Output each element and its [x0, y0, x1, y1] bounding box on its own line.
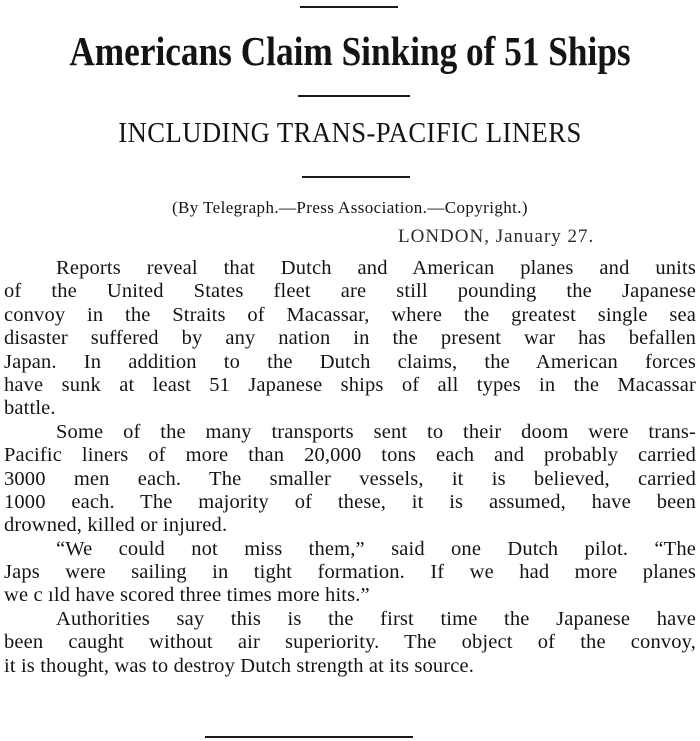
text-line: Authorities say this is the first time the Japanese have — [56, 607, 696, 630]
text-line: convoy in the Straits of Macassar, where the greatest single sea — [4, 303, 696, 326]
text-line: of the United States fleet are still pounding the Japanese — [4, 280, 696, 303]
text-line: Pacific liners of more than 20,000 tons each and probably carried — [4, 444, 696, 467]
text-line: disaster suffered by any nation in the present war has befallen — [4, 327, 696, 350]
paragraph-1 — [4, 257, 696, 421]
text-line: drowned, killed or injured. — [4, 514, 228, 537]
headline-rule — [298, 95, 410, 97]
text-line: have sunk at least 51 Japanese ships of all types in the Macassar — [4, 373, 696, 396]
top-rule — [300, 6, 398, 8]
press-credit: (By Telegraph.—Press Association.—Copyright.) — [172, 198, 528, 217]
text-line: Reports reveal that Dutch and American planes and units — [56, 257, 696, 279]
subheadline: INCLUDING TRANS-PACIFIC LINERS — [118, 118, 582, 149]
dateline: LONDON, January 27. — [398, 226, 595, 247]
paragraph-2 — [4, 421, 696, 538]
text-line: battle. — [4, 397, 56, 420]
text-line: Japan. In addition to the Dutch claims, the American forces — [4, 350, 696, 373]
paragraph-3 — [4, 538, 696, 608]
text-line: 3000 men each. The smaller vessels, it is believed, carried — [4, 467, 696, 490]
bottom-rule — [205, 736, 413, 738]
text-line: Some of the many transports sent to their doom were trans- — [56, 420, 696, 443]
headline: Americans Claim Sinking of 51 Ships — [69, 28, 631, 74]
text-line: we c ıld have scored three times more hits.” — [4, 584, 370, 607]
text-line: 1000 each. The majority of these, it is assumed, have been — [4, 490, 696, 513]
article-body — [4, 257, 696, 678]
text-line: Japs were sailing in tight formation. If we had more planes — [4, 561, 696, 584]
text-line: it is thought, was to destroy Dutch strength at its source. — [4, 654, 475, 677]
paragraph-4 — [4, 608, 696, 678]
subheadline-rule — [302, 176, 410, 178]
text-line: been caught without air superiority. The object of the convoy, — [4, 631, 696, 654]
text-line: “We could not miss them,” said one Dutch pilot. “The — [56, 537, 696, 560]
